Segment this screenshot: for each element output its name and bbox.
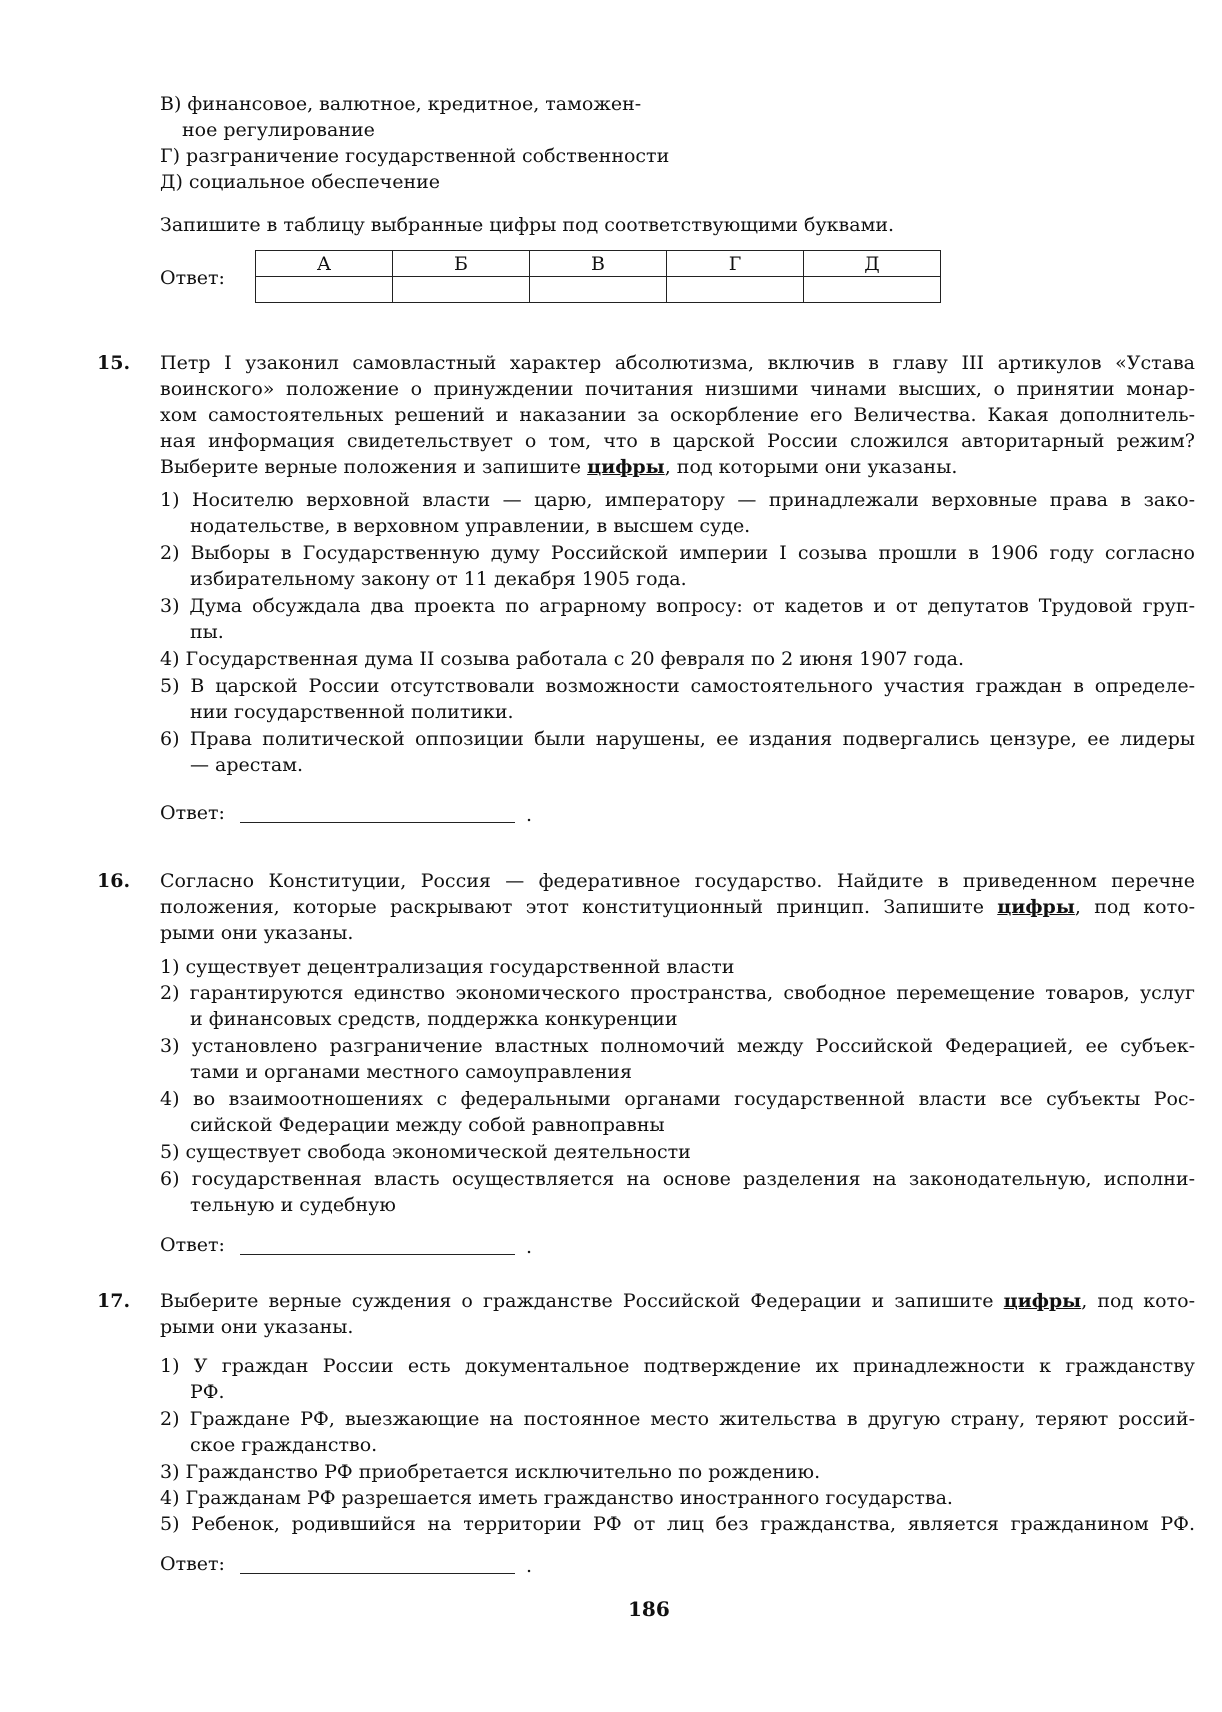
q16-option-4: 4) во взаимоотношениях с федеральными органами государственной власти все субъекты Рос- (160, 1088, 1195, 1110)
q16-option-3-cont: тами и органами местного самоуправления (190, 1061, 632, 1083)
q16-text: рыми они указаны. (160, 922, 354, 944)
answer-table-header: А (256, 251, 393, 277)
q16-option-6: 6) государственная власть осуществляется на основе разделения на законодательную, исполни- (160, 1168, 1195, 1190)
answer-label-table: Ответ: (160, 267, 225, 289)
q17-option-5: 5) Ребенок, родившийся на территории РФ от лиц без гражданства, является гражданином РФ. (160, 1513, 1195, 1535)
q17-option-2-cont: ское гражданство. (190, 1434, 378, 1456)
question-15-number: 15. (97, 352, 131, 374)
question-16-number: 16. (97, 870, 131, 892)
q15-option-1-cont: нодательстве, в верховном управлении, в высшем суде. (190, 515, 751, 537)
q16-answer-period: . (526, 1236, 533, 1258)
page-number: 186 (628, 1597, 670, 1621)
q15-option-1: 1) Носителю верховной власти — царю, императору — принадлежали верховные права в зако- (160, 489, 1195, 511)
q15-text: ная информация свидетельствует о том, что в царской России сложился авторитарный режим? (160, 430, 1195, 452)
q15-option-5-cont: нии государственной политики. (190, 701, 514, 723)
q17-option-1-cont: РФ. (190, 1381, 225, 1403)
answer-cell-g[interactable] (667, 277, 804, 303)
answer-cell-d[interactable] (804, 277, 941, 303)
q17-text-bold: цифры (1003, 1290, 1082, 1312)
q16-text-end: , под кото- (1074, 896, 1195, 918)
q16-text-start: положения, которые раскрывают этот конституционный принцип. Запишите (160, 896, 984, 918)
q16-option-2: 2) гарантируются единство экономического пространства, свободное перемещение товаров, услуг (160, 982, 1195, 1004)
q15-answer-field[interactable] (240, 822, 515, 823)
q17-answer-period: . (526, 1555, 533, 1577)
answer-cell-v[interactable] (530, 277, 667, 303)
q15-option-3-cont: пы. (190, 621, 224, 643)
q16-text-line2 (160, 894, 1195, 920)
answer-table-header: Д (804, 251, 941, 277)
q15-instruction-bold: цифры (587, 456, 665, 478)
q15-instruction-start: Выберите верные положения и запишите (160, 456, 582, 478)
q17-answer-field[interactable] (240, 1573, 515, 1574)
q15-option-2-cont: избирательному закону от 11 декабря 1905 года. (190, 568, 687, 590)
q15-text: Петр I узаконил самовластный характер абсолютизма, включив в главу III артикулов «Устава (160, 352, 1195, 374)
answer-table-header-row (256, 251, 941, 277)
q16-option-3: 3) установлено разграничение властных полномочий между Российской Федерацией, ее субъек- (160, 1035, 1195, 1057)
q16-answer-field[interactable] (240, 1254, 515, 1255)
q15-text: воинского» положение о принуждении почитания низшими чинами высших, о принятии монар- (160, 378, 1195, 400)
item-v-line2: ное регулирование (182, 119, 375, 141)
q15-option-5: 5) В царской России отсутствовали возможности самостоятельного участия граждан в определе- (160, 675, 1195, 697)
q15-option-6: 6) Права политической оппозиции были нарушены, ее издания подвергались цензуре, ее лидеры (160, 728, 1195, 750)
question-17-number: 17. (97, 1290, 131, 1312)
q16-text-bold: цифры (997, 896, 1075, 918)
q16-option-6-cont: тельную и судебную (190, 1194, 396, 1216)
table-instruction: Запишите в таблицу выбранные цифры под соответствующими буквами. (160, 214, 895, 236)
q17-option-1: 1) У граждан России есть документальное подтверждение их принадлежности к гражданству (160, 1355, 1195, 1377)
q17-text-start: Выберите верные суждения о гражданстве Российской Федерации и запишите (160, 1290, 994, 1312)
q17-text-line1 (160, 1288, 1195, 1314)
answer-cell-a[interactable] (256, 277, 393, 303)
q15-option-6-cont: — арестам. (190, 754, 304, 776)
q16-option-2-cont: и финансовых средств, поддержка конкуренции (190, 1008, 678, 1030)
answer-table (255, 250, 941, 303)
answer-table-header: Б (393, 251, 530, 277)
answer-table-input-row (256, 277, 941, 303)
q15-text: хом самостоятельных решений и наказании за оскорбление его Величества. Какая дополнитель- (160, 404, 1195, 426)
q16-option-1: 1) существует децентрализация государственной власти (160, 956, 735, 978)
q15-instruction (160, 454, 957, 480)
answer-table-header: Г (667, 251, 804, 277)
q16-text: Согласно Конституции, Россия — федеративное государство. Найдите в приведенном перечне (160, 870, 1195, 892)
q17-option-2: 2) Граждане РФ, выезжающие на постоянное место жительства в другую страну, теряют россий- (160, 1408, 1195, 1430)
q17-text-end: , под кото- (1081, 1290, 1195, 1312)
q15-option-3: 3) Дума обсуждала два проекта по аграрному вопросу: от кадетов и от депутатов Трудовой груп- (160, 595, 1195, 617)
q15-answer-period: . (526, 804, 533, 826)
answer-table-header: В (530, 251, 667, 277)
q15-answer-label: Ответ: (160, 802, 225, 824)
item-v-line1: В) финансовое, валютное, кредитное, таможен- (160, 93, 642, 115)
item-g: Г) разграничение государственной собственности (160, 145, 670, 167)
item-d: Д) социальное обеспечение (160, 171, 441, 193)
q17-option-4: 4) Гражданам РФ разрешается иметь гражданство иностранного государства. (160, 1487, 953, 1509)
q15-option-4: 4) Государственная дума II созыва работала с 20 февраля по 2 июня 1907 года. (160, 648, 965, 670)
q16-option-4-cont: сийской Федерации между собой равноправны (190, 1114, 665, 1136)
q17-answer-label: Ответ: (160, 1553, 225, 1575)
q16-option-5: 5) существует свобода экономической деятельности (160, 1141, 691, 1163)
answer-cell-b[interactable] (393, 277, 530, 303)
q15-instruction-end: , под которыми они указаны. (664, 456, 958, 478)
q15-option-2: 2) Выборы в Государственную думу Российской империи I созыва прошли в 1906 году согласно (160, 542, 1195, 564)
q16-answer-label: Ответ: (160, 1234, 225, 1256)
q17-option-3: 3) Гражданство РФ приобретается исключительно по рождению. (160, 1461, 821, 1483)
q17-text: рыми они указаны. (160, 1316, 354, 1338)
